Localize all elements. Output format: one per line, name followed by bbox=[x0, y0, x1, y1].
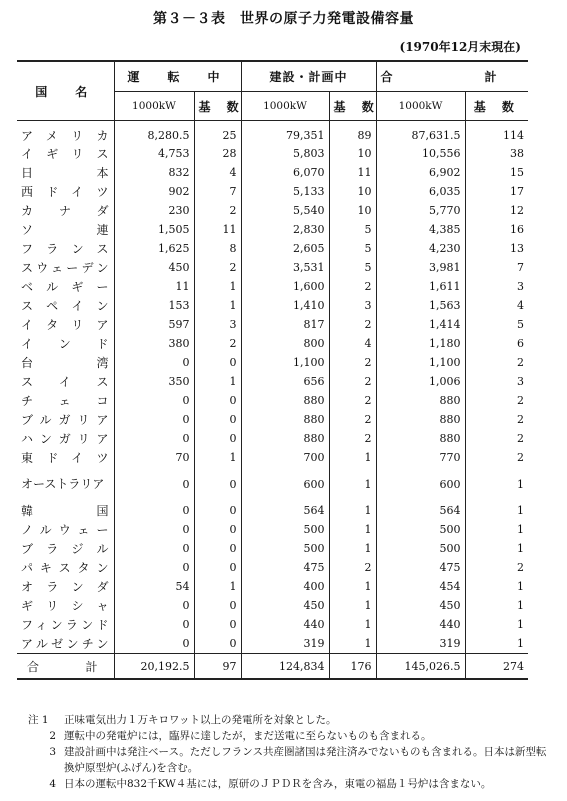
footnote bbox=[28, 776, 548, 792]
t-kw: 1,611 bbox=[376, 277, 465, 296]
t-kw: 600 bbox=[376, 467, 465, 501]
pl-kw: 400 bbox=[241, 577, 329, 596]
footnote bbox=[28, 712, 548, 728]
table-row bbox=[17, 163, 528, 182]
t-kw: 1,100 bbox=[376, 353, 465, 372]
t-kw: 880 bbox=[376, 391, 465, 410]
op-kw: 0 bbox=[114, 539, 194, 558]
t-count: 114 bbox=[465, 121, 528, 145]
footnote-label: 注 1 bbox=[28, 714, 49, 726]
op-kw: 1,625 bbox=[114, 239, 194, 258]
pl-kw: 319 bbox=[241, 634, 329, 654]
pl-count: 2 bbox=[329, 558, 376, 577]
op-kw: 832 bbox=[114, 163, 194, 182]
country-name: フィンランド bbox=[21, 618, 110, 632]
country-name: ブルガリア bbox=[21, 413, 110, 427]
country-name: 西ドイツ bbox=[21, 185, 110, 199]
pl-kw: 880 bbox=[241, 429, 329, 448]
header-t-count: 基 数 bbox=[465, 92, 528, 121]
total-op-count: 97 bbox=[194, 654, 241, 680]
t-count: 2 bbox=[465, 429, 528, 448]
country-name: アメリカ bbox=[21, 129, 110, 143]
pl-count: 4 bbox=[329, 334, 376, 353]
pl-count: 2 bbox=[329, 315, 376, 334]
table-row bbox=[17, 596, 528, 615]
op-kw: 54 bbox=[114, 577, 194, 596]
op-count: 2 bbox=[194, 334, 241, 353]
t-count: 6 bbox=[465, 334, 528, 353]
footnote-label: 4 bbox=[49, 778, 56, 790]
t-count: 2 bbox=[465, 448, 528, 467]
country-name: スウェーデン bbox=[21, 261, 110, 275]
total-label: 合 計 bbox=[17, 654, 114, 680]
pl-kw: 500 bbox=[241, 520, 329, 539]
footnote-text: 換炉原型炉(ふげん)を含む。 bbox=[64, 762, 199, 774]
pl-kw: 500 bbox=[241, 539, 329, 558]
t-kw: 500 bbox=[376, 520, 465, 539]
op-kw: 0 bbox=[114, 467, 194, 501]
op-kw: 0 bbox=[114, 501, 194, 520]
country-name: パキスタン bbox=[21, 561, 110, 575]
pl-kw: 564 bbox=[241, 501, 329, 520]
pl-count: 3 bbox=[329, 296, 376, 315]
pl-kw: 700 bbox=[241, 448, 329, 467]
t-count: 1 bbox=[465, 596, 528, 615]
pl-kw: 5,540 bbox=[241, 201, 329, 220]
footnote-text: 日本の運転中832千KW４基には，原研のＪＰＤＲを含み，東電の福島１号炉は含まない。 bbox=[64, 778, 492, 790]
t-count: 2 bbox=[465, 353, 528, 372]
country-name: イギリス bbox=[21, 147, 110, 161]
total-pl-kw: 124,834 bbox=[241, 654, 329, 680]
op-count: 2 bbox=[194, 258, 241, 277]
op-count: 3 bbox=[194, 315, 241, 334]
total-op-kw: 20,192.5 bbox=[114, 654, 194, 680]
op-kw: 597 bbox=[114, 315, 194, 334]
op-count: 1 bbox=[194, 296, 241, 315]
table-row bbox=[17, 391, 528, 410]
pl-count: 1 bbox=[329, 520, 376, 539]
pl-kw: 817 bbox=[241, 315, 329, 334]
country-name: スペイン bbox=[21, 299, 110, 313]
pl-count: 1 bbox=[329, 577, 376, 596]
op-kw: 0 bbox=[114, 391, 194, 410]
t-count: 12 bbox=[465, 201, 528, 220]
pl-count: 10 bbox=[329, 182, 376, 201]
table-row bbox=[17, 372, 528, 391]
op-kw: 350 bbox=[114, 372, 194, 391]
pl-count: 10 bbox=[329, 144, 376, 163]
table-row bbox=[17, 501, 528, 520]
op-count: 0 bbox=[194, 429, 241, 448]
t-count: 1 bbox=[465, 634, 528, 654]
country-name: アルゼンチン bbox=[21, 637, 110, 651]
table-row bbox=[17, 277, 528, 296]
pl-kw: 3,531 bbox=[241, 258, 329, 277]
country-name: 韓国 bbox=[21, 504, 110, 518]
op-kw: 70 bbox=[114, 448, 194, 467]
table-row bbox=[17, 615, 528, 634]
header-country: 国 名 bbox=[17, 61, 114, 121]
pl-count: 11 bbox=[329, 163, 376, 182]
t-count: 1 bbox=[465, 539, 528, 558]
pl-count: 2 bbox=[329, 353, 376, 372]
footnote-text: 正味電気出力１万キロワット以上の発電所を対象とした。 bbox=[64, 714, 337, 726]
country-name: ノルウェー bbox=[21, 523, 110, 537]
pl-count: 5 bbox=[329, 258, 376, 277]
t-kw: 500 bbox=[376, 539, 465, 558]
t-kw: 450 bbox=[376, 596, 465, 615]
table-total bbox=[17, 654, 528, 680]
country-name: カナダ bbox=[21, 204, 110, 218]
country-name: イタリア bbox=[21, 318, 110, 332]
pl-count: 2 bbox=[329, 391, 376, 410]
header-total: 合 計 bbox=[376, 61, 528, 92]
pl-kw: 1,410 bbox=[241, 296, 329, 315]
table-row bbox=[17, 239, 528, 258]
t-count: 15 bbox=[465, 163, 528, 182]
op-kw: 8,280.5 bbox=[114, 121, 194, 145]
op-kw: 902 bbox=[114, 182, 194, 201]
op-kw: 1,505 bbox=[114, 220, 194, 239]
country-name: 台湾 bbox=[21, 356, 110, 370]
t-count: 2 bbox=[465, 410, 528, 429]
t-kw: 770 bbox=[376, 448, 465, 467]
t-kw: 1,006 bbox=[376, 372, 465, 391]
pl-kw: 600 bbox=[241, 467, 329, 501]
pl-kw: 880 bbox=[241, 391, 329, 410]
t-kw: 1,563 bbox=[376, 296, 465, 315]
t-kw: 319 bbox=[376, 634, 465, 654]
t-count: 1 bbox=[465, 615, 528, 634]
table-body bbox=[17, 121, 528, 654]
t-kw: 880 bbox=[376, 410, 465, 429]
header-t-kw: 1000kW bbox=[376, 92, 465, 121]
t-count: 13 bbox=[465, 239, 528, 258]
op-kw: 0 bbox=[114, 520, 194, 539]
table-row bbox=[17, 296, 528, 315]
t-kw: 10,556 bbox=[376, 144, 465, 163]
header-op-kw: 1000kW bbox=[114, 92, 194, 121]
header-pl-kw: 1000kW bbox=[241, 92, 329, 121]
header-op-count: 基 数 bbox=[194, 92, 241, 121]
pl-count: 10 bbox=[329, 201, 376, 220]
pl-count: 1 bbox=[329, 501, 376, 520]
op-kw: 230 bbox=[114, 201, 194, 220]
pl-count: 1 bbox=[329, 634, 376, 654]
op-kw: 0 bbox=[114, 410, 194, 429]
op-count: 11 bbox=[194, 220, 241, 239]
table-row bbox=[17, 520, 528, 539]
table-row bbox=[17, 201, 528, 220]
t-count: 5 bbox=[465, 315, 528, 334]
pl-kw: 79,351 bbox=[241, 121, 329, 145]
pl-count: 2 bbox=[329, 372, 376, 391]
country-name: フランス bbox=[21, 242, 110, 256]
t-kw: 1,414 bbox=[376, 315, 465, 334]
op-count: 1 bbox=[194, 448, 241, 467]
pl-kw: 475 bbox=[241, 558, 329, 577]
op-count: 2 bbox=[194, 201, 241, 220]
op-kw: 0 bbox=[114, 429, 194, 448]
op-count: 7 bbox=[194, 182, 241, 201]
t-count: 38 bbox=[465, 144, 528, 163]
op-count: 0 bbox=[194, 501, 241, 520]
table-row bbox=[17, 353, 528, 372]
t-count: 2 bbox=[465, 391, 528, 410]
t-count: 2 bbox=[465, 558, 528, 577]
op-count: 25 bbox=[194, 121, 241, 145]
table-row bbox=[17, 121, 528, 145]
op-kw: 4,753 bbox=[114, 144, 194, 163]
table-row bbox=[17, 577, 528, 596]
table-row bbox=[17, 334, 528, 353]
pl-count: 5 bbox=[329, 239, 376, 258]
op-count: 1 bbox=[194, 577, 241, 596]
pl-kw: 450 bbox=[241, 596, 329, 615]
t-count: 17 bbox=[465, 182, 528, 201]
table-row bbox=[17, 410, 528, 429]
total-t-kw: 145,026.5 bbox=[376, 654, 465, 680]
t-kw: 4,385 bbox=[376, 220, 465, 239]
t-kw: 3,981 bbox=[376, 258, 465, 277]
footnote-label: 3 bbox=[49, 746, 56, 758]
pl-count: 1 bbox=[329, 615, 376, 634]
country-name: インド bbox=[21, 337, 110, 351]
t-kw: 564 bbox=[376, 501, 465, 520]
pl-kw: 2,830 bbox=[241, 220, 329, 239]
country-name: ギリシャ bbox=[21, 599, 110, 613]
capacity-table bbox=[17, 60, 537, 680]
footnote-label bbox=[28, 760, 64, 776]
t-kw: 6,035 bbox=[376, 182, 465, 201]
t-kw: 880 bbox=[376, 429, 465, 448]
footnote-text: 運転中の発電炉には，臨界に達したが，まだ送電に至らないものも含まれる。 bbox=[64, 730, 432, 742]
country-name: オーストラリア bbox=[21, 477, 105, 491]
op-count: 1 bbox=[194, 372, 241, 391]
op-kw: 450 bbox=[114, 258, 194, 277]
op-count: 4 bbox=[194, 163, 241, 182]
op-count: 28 bbox=[194, 144, 241, 163]
op-count: 0 bbox=[194, 467, 241, 501]
pl-count: 5 bbox=[329, 220, 376, 239]
op-count: 0 bbox=[194, 391, 241, 410]
pl-kw: 1,600 bbox=[241, 277, 329, 296]
t-kw: 4,230 bbox=[376, 239, 465, 258]
pl-count: 1 bbox=[329, 596, 376, 615]
t-count: 1 bbox=[465, 501, 528, 520]
op-kw: 0 bbox=[114, 615, 194, 634]
pl-kw: 440 bbox=[241, 615, 329, 634]
op-kw: 153 bbox=[114, 296, 194, 315]
op-count: 0 bbox=[194, 520, 241, 539]
footnote-text: 建設計画中は発注ベース。ただしフランス共産圏諸国は発注済みでないものも含まれる。日本は新型転 bbox=[64, 746, 547, 758]
table-row bbox=[17, 539, 528, 558]
total-t-count: 274 bbox=[465, 654, 528, 680]
pl-kw: 656 bbox=[241, 372, 329, 391]
table-row bbox=[17, 558, 528, 577]
t-kw: 87,631.5 bbox=[376, 121, 465, 145]
country-name: チェコ bbox=[21, 394, 110, 408]
op-count: 8 bbox=[194, 239, 241, 258]
table-subtitle: (1970年12月末現在) bbox=[399, 40, 521, 54]
header-operating: 運 転 中 bbox=[114, 61, 241, 92]
pl-kw: 6,070 bbox=[241, 163, 329, 182]
pl-kw: 2,605 bbox=[241, 239, 329, 258]
footnote bbox=[28, 728, 548, 744]
country-name: ベルギー bbox=[21, 280, 110, 294]
op-kw: 0 bbox=[114, 353, 194, 372]
country-name: ハンガリア bbox=[21, 432, 110, 446]
t-count: 3 bbox=[465, 372, 528, 391]
t-count: 7 bbox=[465, 258, 528, 277]
pl-count: 89 bbox=[329, 121, 376, 145]
pl-count: 2 bbox=[329, 410, 376, 429]
table-row bbox=[17, 467, 528, 501]
t-kw: 6,902 bbox=[376, 163, 465, 182]
t-count: 16 bbox=[465, 220, 528, 239]
op-count: 0 bbox=[194, 410, 241, 429]
table-row bbox=[17, 634, 528, 654]
op-kw: 0 bbox=[114, 558, 194, 577]
op-kw: 380 bbox=[114, 334, 194, 353]
pl-kw: 800 bbox=[241, 334, 329, 353]
pl-count: 2 bbox=[329, 277, 376, 296]
op-kw: 0 bbox=[114, 596, 194, 615]
t-kw: 440 bbox=[376, 615, 465, 634]
op-kw: 11 bbox=[114, 277, 194, 296]
table-row bbox=[17, 220, 528, 239]
footnote-label: 2 bbox=[49, 730, 56, 742]
pl-kw: 5,133 bbox=[241, 182, 329, 201]
op-count: 0 bbox=[194, 558, 241, 577]
pl-count: 1 bbox=[329, 448, 376, 467]
op-count: 0 bbox=[194, 596, 241, 615]
country-name: スイス bbox=[21, 375, 110, 389]
t-kw: 475 bbox=[376, 558, 465, 577]
op-count: 0 bbox=[194, 615, 241, 634]
op-count: 1 bbox=[194, 277, 241, 296]
pl-count: 1 bbox=[329, 467, 376, 501]
op-count: 0 bbox=[194, 353, 241, 372]
footnotes bbox=[28, 712, 548, 792]
table-row bbox=[17, 315, 528, 334]
country-name: 日本 bbox=[21, 166, 110, 180]
op-kw: 0 bbox=[114, 634, 194, 654]
table-row bbox=[17, 429, 528, 448]
t-count: 4 bbox=[465, 296, 528, 315]
table-title: 第３－３表 世界の原子力発電設備容量 bbox=[153, 11, 414, 27]
pl-count: 1 bbox=[329, 539, 376, 558]
footnote bbox=[28, 760, 548, 776]
t-count: 3 bbox=[465, 277, 528, 296]
t-kw: 1,180 bbox=[376, 334, 465, 353]
header-pl-count: 基 数 bbox=[329, 92, 376, 121]
table-row bbox=[17, 258, 528, 277]
pl-kw: 5,803 bbox=[241, 144, 329, 163]
t-count: 1 bbox=[465, 577, 528, 596]
table-row bbox=[17, 144, 528, 163]
t-count: 1 bbox=[465, 467, 528, 501]
table-row bbox=[17, 448, 528, 467]
country-name: ソ連 bbox=[21, 223, 110, 237]
table-row bbox=[17, 182, 528, 201]
t-count: 1 bbox=[465, 520, 528, 539]
t-kw: 5,770 bbox=[376, 201, 465, 220]
country-name: ブラジル bbox=[21, 542, 110, 556]
op-count: 0 bbox=[194, 539, 241, 558]
t-kw: 454 bbox=[376, 577, 465, 596]
table-header bbox=[17, 61, 537, 121]
pl-kw: 880 bbox=[241, 410, 329, 429]
country-name: 東ドイツ bbox=[21, 451, 110, 465]
country-name: オランダ bbox=[21, 580, 110, 594]
total-row bbox=[17, 654, 528, 680]
op-count: 0 bbox=[194, 634, 241, 654]
total-pl-count: 176 bbox=[329, 654, 376, 680]
header-planned: 建設・計画中 bbox=[241, 61, 376, 92]
footnote bbox=[28, 744, 548, 760]
pl-kw: 1,100 bbox=[241, 353, 329, 372]
pl-count: 2 bbox=[329, 429, 376, 448]
